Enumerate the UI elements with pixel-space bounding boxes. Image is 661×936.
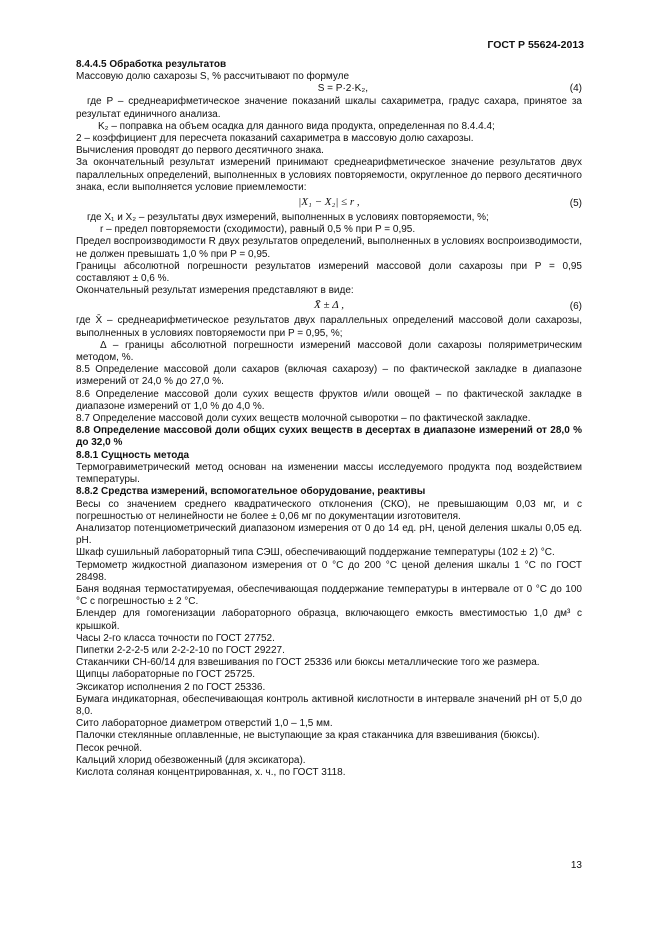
- equation-4: [76, 83, 582, 96]
- paragraph: Блендер для гомогенизации лабораторного образца, включающего емкость вместимостью 1,0 дм³ с крышкой.: [76, 608, 582, 632]
- paragraph: Вычисления проводят до первого десятичного знака.: [76, 145, 324, 157]
- paragraph: Песок речной.: [76, 742, 143, 754]
- paragraph: 8.5 Определение массовой доли сахаров (включая сахарозу) – по фактической закладке в диапазоне измерений от 24,0 % до 27,0 %.: [76, 364, 582, 388]
- equation-6: [76, 297, 582, 315]
- paragraph: Сито лабораторное диаметром отверстий 1,0 – 1,5 мм.: [76, 718, 333, 730]
- paragraph: Массовую долю сахарозы S, % рассчитывают по формуле: [76, 71, 350, 83]
- paragraph: Окончательный результат измерения представляют в виде:: [76, 285, 354, 297]
- equation-number: (6): [569, 301, 582, 313]
- paragraph: Стаканчики СН-60/14 для взвешивания по ГОСТ 25336 или бюксы металлические того же размера.: [76, 657, 540, 669]
- paragraph: Термометр жидкостной диапазоном измерения от 0 °С до 200 °С ценой деления шкалы 1 °С по ГОСТ 28498.: [76, 559, 582, 583]
- equation-5: [76, 194, 582, 212]
- paragraph: За окончательный результат измерений принимают среднеарифметическое значение результатов двух параллельных определений, выполненных в условиях повторяемости, округленное до первого десятичного знака, если выполняется условие приемлемости:: [76, 157, 582, 193]
- paragraph: Кислота соляная концентрированная, х. ч., по ГОСТ 3118.: [76, 766, 346, 778]
- section-heading-8-8-1: 8.8.1 Сущность метода: [76, 449, 190, 461]
- formula: |X₁ − X₂| ≤ r ,: [298, 196, 360, 209]
- paragraph: где X₁ и X₂ – результаты двух измерений, выполненных в условиях повторяемости, %;: [87, 212, 489, 224]
- section-heading-8-8-2: 8.8.2 Средства измерений, вспомогательное оборудование, реактивы: [76, 486, 426, 498]
- paragraph: 8.6 Определение массовой доли сухих веществ фруктов и/или овощей – по фактической закладке в диапазоне измерений от 1,0 % до 4,0 %.: [76, 388, 582, 412]
- paragraph: где X̄ – среднеарифметическое результатов двух параллельных определений массовой доли сахарозы, выполненных в условиях повторяемости при P = 0,95, %;: [76, 315, 582, 339]
- paragraph: Шкаф сушильный лабораторный типа СЭШ, обеспечивающий поддержание температуры (102 ± 2) °С.: [76, 547, 555, 559]
- section-heading-8-8: 8.8 Определение массовой доли общих сухих веществ в десертах в диапазоне измерений от 28,0 % до 32,0 %: [76, 425, 582, 449]
- paragraph: r – предел повторяемости (сходимости), равный 0,5 % при P = 0,95.: [100, 224, 416, 236]
- page-number: 13: [570, 860, 582, 871]
- paragraph: Пипетки 2-2-2-5 или 2-2-2-10 по ГОСТ 29227.: [76, 644, 285, 656]
- paragraph: K₂ – поправка на объем осадка для данного вида продукта, определенная по 8.4.4.4;: [98, 120, 495, 132]
- equation-number: (4): [569, 83, 582, 95]
- paragraph: Предел воспроизводимости R двух результатов определений, выполненных в условиях воспроизводимости, не должен превышать 1,0 % при P = 0,95.: [76, 236, 582, 260]
- formula: X̄ ± Δ ,: [313, 299, 344, 312]
- paragraph: Баня водяная термостатируемая, обеспечивающая поддержание температуры в интервале от 0 °С до 100 °С с погрешностью ± 2 °С.: [76, 583, 582, 608]
- section-heading-8-4-4-5: 8.4.4.5 Обработка результатов: [76, 59, 227, 70]
- paragraph: Бумага индикаторная, обеспечивающая контроль активной кислотности в интервале значений рН от 5,0 до 8,0.: [76, 693, 582, 717]
- paragraph: Палочки стеклянные оплавленные, не выступающие за края стаканчика для взвешивания (бюксы).: [76, 730, 540, 742]
- paragraph: Термогравиметрический метод основан на изменении массы исследуемого продукта под воздействием температуры.: [76, 461, 582, 486]
- paragraph: Эксикатор исполнения 2 по ГОСТ 25336.: [76, 681, 266, 693]
- document-header: ГОСТ Р 55624-2013: [487, 39, 584, 51]
- paragraph: Анализатор потенциометрический диапазоном измерения от 0 до 14 ед. рН, ценой деления шкалы 0,05 ед. рН.: [76, 522, 582, 547]
- paragraph: Границы абсолютной погрешности результатов измерений массовой доли сахарозы при P = 0,95 составляют ± 0,6 %.: [76, 260, 582, 285]
- paragraph: Щипцы лабораторные по ГОСТ 25725.: [76, 669, 256, 681]
- paragraph: где P – среднеарифметическое значение показаний шкалы сахариметра, градус сахара, принятое за результат единичного анализа.: [76, 96, 582, 120]
- equation-number: (5): [569, 198, 582, 210]
- paragraph: Δ – границы абсолютной погрешности измерений массовой доли сахарозы поляриметрическим методом, %.: [76, 339, 582, 364]
- paragraph: Кальций хлорид обезвоженный (для эксикатора).: [76, 754, 306, 766]
- document-body: [76, 59, 582, 779]
- paragraph: Часы 2-го класса точности по ГОСТ 27752.: [76, 632, 275, 644]
- paragraph: 8.7 Определение массовой доли сухих веществ молочной сыворотки – по фактической закладке.: [76, 413, 531, 425]
- formula: S = P·2·K₂,: [317, 83, 368, 95]
- paragraph: Весы со значением среднего квадратического отклонения (СКО), не превышающим 0,03 мг, и с погрешностью от нелинейности не более ± 0,06 мг по документации изготовителя.: [76, 498, 582, 522]
- paragraph: 2 – коэффициент для пересчета показаний сахариметра в массовую долю сахарозы.: [76, 133, 474, 145]
